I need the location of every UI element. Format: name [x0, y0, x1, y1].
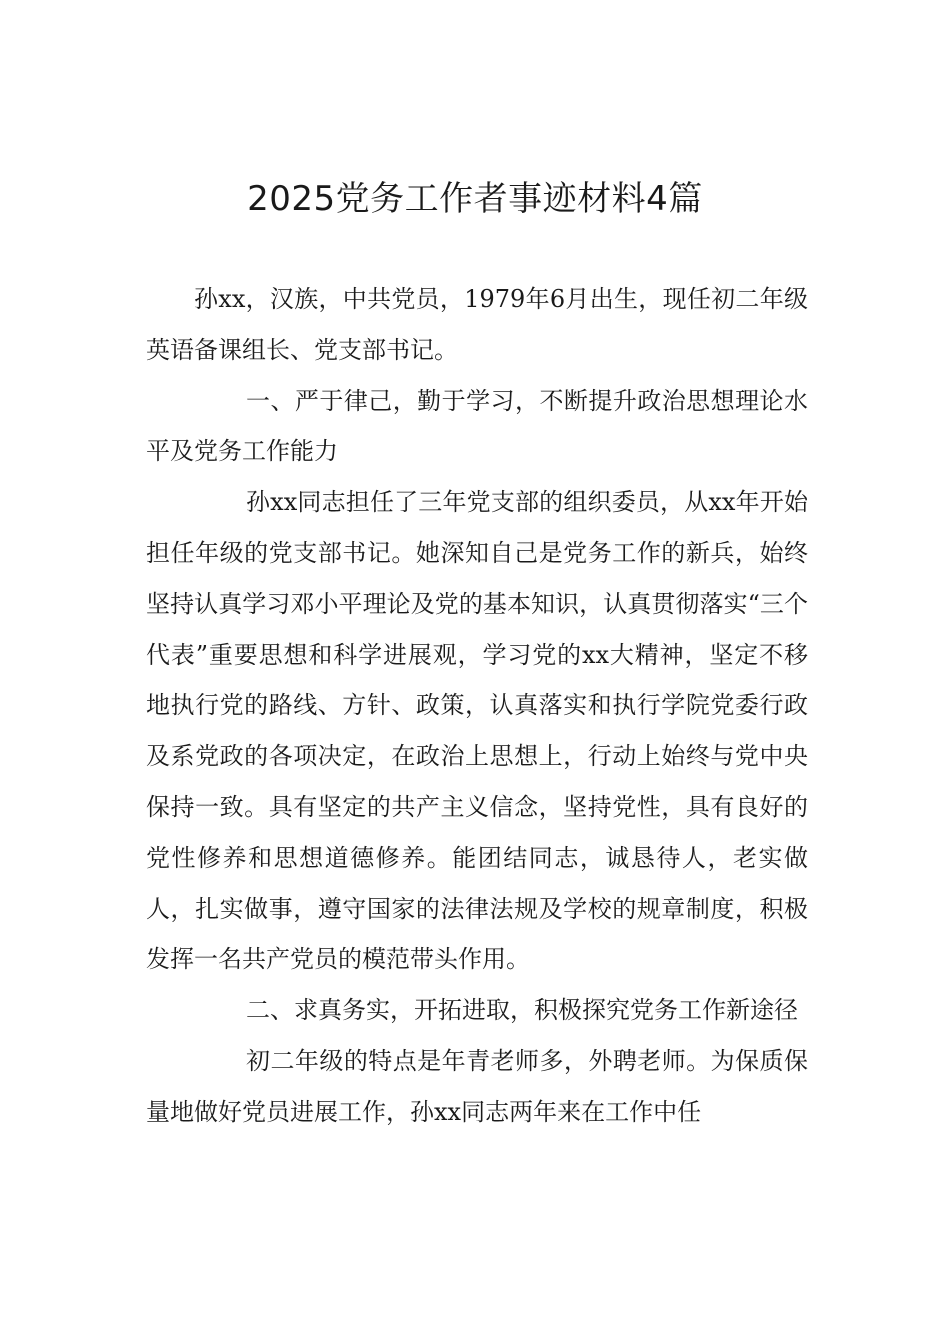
- document-title: 2025党务工作者事迹材料4篇: [247, 179, 703, 219]
- paragraph-intro: 孙xx，汉族，中共党员，1979年6月出生，现任初二年级英语备课组长、党支部书记。: [146, 285, 808, 364]
- document-body: [146, 274, 808, 1138]
- paragraph-section-1: 孙xx同志担任了三年党支部的组织委员，从xx年开始担任年级的党支部书记。她深知自己是党务工作的新兵，始终坚持认真学习邓小平理论及党的基本知识，认真贯彻落实“三个代表”重要思想和科学进展观，学习党的xx大精神，坚定不移地执行党的路线、方针、政策，认真落实和执行学院党委行政及系党政的各项决定，在政治上思想上，行动上始终与党中央保持一致。具有坚定的共产主义信念，坚持党性，具有良好的党性修养和思想道德修养。能团结同志，诚恳待人，老实做人，扎实做事，遵守国家的法律法规及学校的规章制度，积极发挥一名共产党员的模范带头作用。: [146, 488, 808, 974]
- section-heading-1: 一、严于律己，勤于学习，不断提升政治思想理论水平及党务工作能力: [146, 386, 808, 466]
- section-heading-2: 二、求真务实，开拓进取，积极探究党务工作新途径: [246, 996, 798, 1025]
- paragraph-section-2: 初二年级的特点是年青老师多，外聘老师。为保质保量地做好党员进展工作，孙xx同志两年来在工作中任: [146, 1046, 808, 1126]
